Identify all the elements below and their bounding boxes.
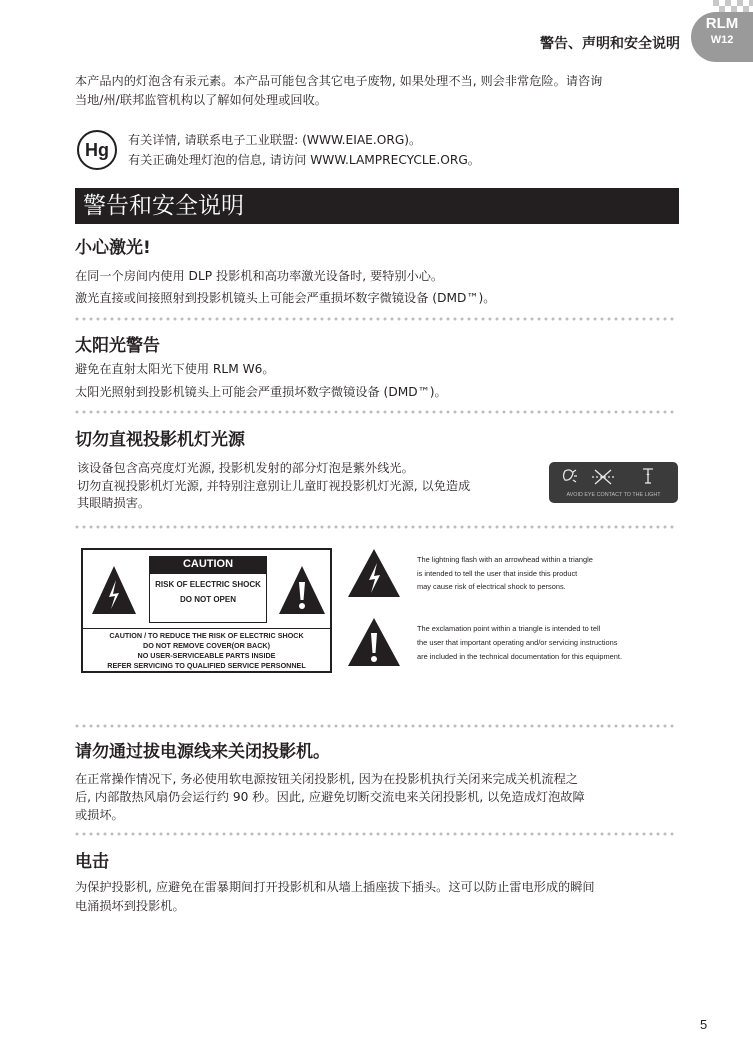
laser-heading: 小心激光!: [75, 238, 151, 258]
electric-shock-warning-icon: [90, 562, 138, 618]
section-band: [75, 188, 679, 224]
dotted-divider: [75, 410, 679, 414]
laser-line-2: 激光直接或间接照射到投影机镜头上可能会严重损坏数字微镜设备 (DMD™)。: [75, 291, 496, 305]
caution-bottom-line-1: CAUTION / TO REDUCE THE RISK OF ELECTRIC SHOCK: [109, 631, 304, 640]
sunlight-heading: 太阳光警告: [75, 336, 160, 356]
model-badge-line2: W12: [710, 34, 734, 46]
mercury-symbol-icon: Hg: [77, 130, 117, 170]
caution-shock-risk: RISK OF ELECTRIC SHOCK: [155, 580, 261, 589]
intro-line-1: 本产品内的灯泡含有汞元素。本产品可能包含其它电子废物, 如果处理不当, 则会非常危险。请咨询: [75, 74, 603, 88]
power-off-heading: 请勿通过拔电源线来关闭投影机。: [75, 742, 330, 762]
eye-line-2: 切勿直视投影机灯光源, 并特别注意别让儿童盯视投影机灯光源, 以免造成: [77, 479, 471, 493]
model-badge: [691, 12, 753, 62]
exclamation-explanation-line-3: are included in the technical documentation for this equipment.: [417, 652, 623, 661]
power-off-line-3: 或损坏。: [75, 808, 124, 822]
avoid-eye-contact-caption: AVOID EYE CONTACT TO THE LIGHT: [566, 492, 661, 498]
power-off-line-1: 在正常操作情况下, 务必使用软电源按钮关闭投影机, 因为在投影机执行关闭来完成关机流程之: [75, 772, 578, 786]
laser-line-1: 在同一个房间内使用 DLP 投影机和高功率激光设备时, 要特别小心。: [75, 269, 444, 283]
electric-shock-line-1: 为保护投影机, 应避免在雷暴期间打开投影机和从墙上插座拔下插头。这可以防止雷电形成的瞬间: [75, 880, 595, 894]
caution-bottom-line-3: NO USER-SERVICEABLE PARTS INSIDE: [137, 651, 276, 660]
caution-label: [81, 548, 332, 673]
caution-bottom-text: [83, 628, 330, 671]
section-header-title: 警告、声明和安全说明: [540, 36, 680, 52]
exclamation-warning-icon: [276, 562, 328, 618]
sunlight-line-2: 太阳光照射到投影机镜头上可能会严重损坏数字微镜设备 (DMD™)。: [75, 385, 447, 399]
caution-middle-panel: [149, 573, 267, 623]
exclamation-explanation-line-2: the user that important operating and/or servicing instructions: [417, 638, 618, 647]
caution-bottom-line-4: REFER SERVICING TO QUALIFIED SERVICE PERSONNEL: [107, 661, 306, 670]
lightning-explanation-line-3: may cause risk of electrical shock to persons.: [417, 582, 566, 591]
dotted-divider: [75, 525, 679, 529]
power-off-line-2: 后, 内部散热风扇仍会运行约 90 秒。因此, 应避免切断交流电来关闭投影机, 以免造成灯泡故障: [75, 790, 585, 804]
hg-info-line-1: 有关详情, 请联系电子工业联盟: (WWW.EIAE.ORG)。: [128, 133, 422, 147]
section-band-title: 警告和安全说明: [83, 193, 244, 219]
lightning-explanation-line-2: is intended to tell the user that inside this product: [417, 569, 578, 578]
eye-heading: 切勿直视投影机灯光源: [75, 430, 245, 450]
dotted-divider: [75, 832, 679, 836]
electric-shock-heading: 电击: [75, 852, 109, 872]
caution-do-not-open: DO NOT OPEN: [179, 595, 236, 604]
dotted-divider: [75, 724, 679, 728]
model-badge-line1: RLM: [705, 15, 739, 32]
caution-bottom-line-2: DO NOT REMOVE COVER(OR BACK): [143, 641, 270, 650]
sunlight-line-1: 避免在直射太阳光下使用 RLM W6。: [75, 362, 275, 376]
electric-shock-line-2: 电涌损坏到投影机。: [75, 899, 185, 913]
lightning-triangle-icon: [346, 547, 402, 599]
intro-line-2: 当地/州/联邦监管机构以了解如何处理或回收。: [75, 93, 327, 107]
lightning-explanation-line-1: The lightning flash with an arrowhead within a triangle: [417, 555, 593, 564]
avoid-eye-contact-icon: [549, 462, 678, 503]
page-number: 5: [700, 1017, 708, 1032]
hg-info-line-2: 有关正确处理灯泡的信息, 请访问 WWW.LAMPRECYCLE.ORG。: [128, 153, 480, 167]
dotted-divider: [75, 317, 679, 321]
eye-line-3: 其眼睛损害。: [77, 496, 151, 510]
caution-title: CAUTION: [149, 556, 267, 573]
exclamation-triangle-icon: [346, 616, 402, 668]
eye-line-1: 该设备包含高亮度灯光源, 投影机发射的部分灯泡是紫外线光。: [77, 461, 414, 475]
exclamation-explanation-line-1: The exclamation point within a triangle is intended to tell: [417, 624, 601, 633]
eye-warning-symbols-icon: [549, 462, 678, 494]
